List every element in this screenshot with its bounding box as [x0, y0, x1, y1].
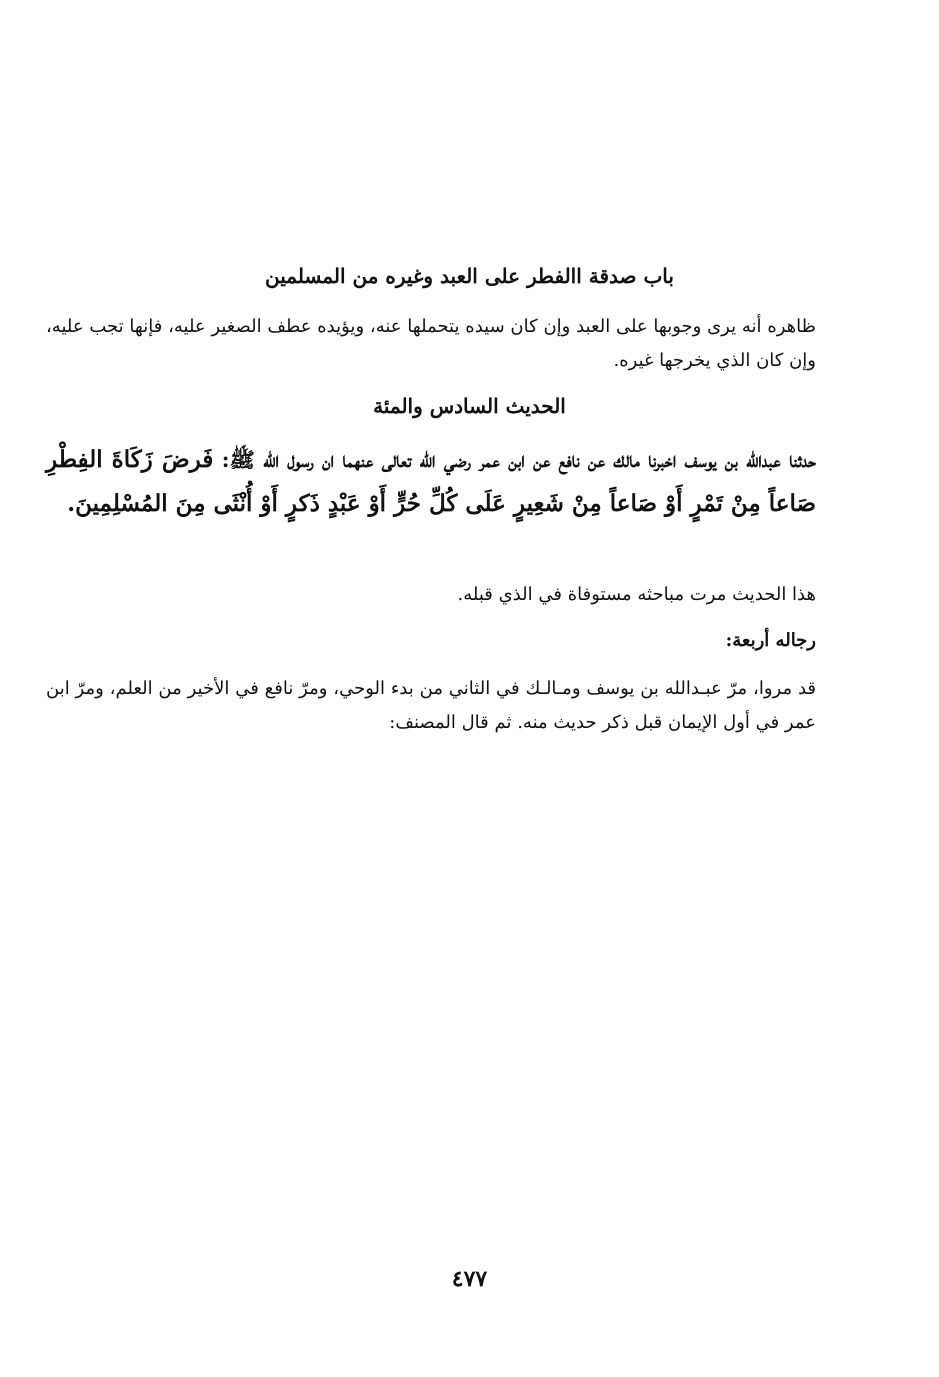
- hadith-isnad: حدثنا عبدالله بن يوسف اخبرنا مالك عن نافع عن ابن عمر رضي الله تعالى عنهما ان رسول الله ﷺ:: [221, 447, 817, 472]
- note-line: هذا الحديث مرت مباحثه مستوفاة في الذي قبله.: [457, 584, 816, 605]
- chapter-title: باب صدقة االفطر على العبد وغيره من المسلمين: [265, 264, 674, 288]
- page-number: ٤٧٧: [451, 1266, 488, 1292]
- narrators-heading: رجاله أربعة:: [725, 630, 816, 651]
- hadith-matn: فَرضَ زَكَاةَ الفِطْرِ صَاعاً مِنْ تَمْرٍ أَوْ صَاعاً مِنْ شَعِيرٍ عَلَى كُلِّ حُرٍّ أَوْ عَبْدٍ ذَكرٍ أَوْ أُنْثَى مِنَ المُسْلِمِينَ.: [46, 446, 816, 517]
- narrators-paragraph: قد مروا، مرّ عبـدالله بن يوسف ومـالـك في الثاني من بدء الوحي، ومرّ نافع في الأخير من العلم، ومرّ ابن عمر في أول الإيمان قبل ذكر حديث منه. ثم قال المصنف:: [46, 678, 816, 733]
- hadith-text: [46, 438, 816, 526]
- commentary-paragraph: ظاهره أنه يرى وجوبها على العبد وإن كان سيده يتحملها عنه، ويؤيده عطف الصغير عليه، فإنها تجب عليه، وإن كان الذي يخرجها غيره.: [46, 316, 816, 371]
- hadith-heading: الحديث السادس والمئة: [373, 394, 566, 418]
